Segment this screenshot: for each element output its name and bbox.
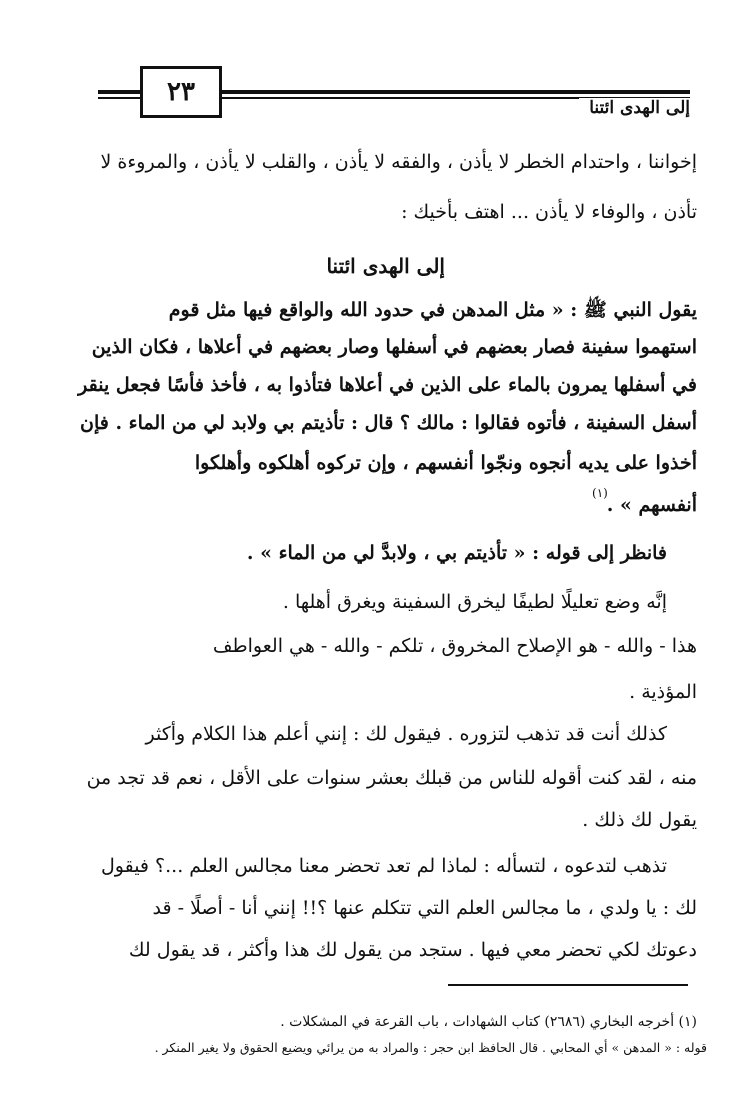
paragraph-invite-line-2: لك : يا ولدي ، ما مجالس العلم التي تتكلم عنها ؟!! إنني أنا - أصلًا - قد bbox=[152, 897, 697, 919]
footnote-marker: (١) bbox=[592, 486, 608, 500]
intro-line-2: تأذن ، والوفاء لا يأذن ... اهتف بأخيك : bbox=[401, 201, 697, 223]
hadith-line-2: استهموا سفينة فصار بعضهم في أسفلها وصار بعضهم في أعلاها ، فكان الذين bbox=[91, 336, 697, 358]
page-header bbox=[98, 66, 690, 118]
paragraph-this-line-2: المؤذية . bbox=[629, 681, 697, 703]
paragraph-visit-line-1: كذلك أنت قد تذهب لتزوره . فيقول لك : إنني أعلم هذا الكلام وأكثر bbox=[145, 723, 667, 745]
paragraph-invite-line-3: دعوتك لكي تحضر معي فيها . ستجد من يقول لك هذا وأكثر ، قد يقول لك bbox=[128, 939, 697, 961]
section-heading: إلى الهدى ائتنا bbox=[326, 254, 445, 278]
paragraph-look: فانظر إلى قوله : « تأذيتم بي ، ولابدَّ لي من الماء » . bbox=[246, 542, 667, 564]
paragraph-this-line-1: هذا - والله - هو الإصلاح المخروق ، تلكم - والله - هي العواطف bbox=[212, 635, 697, 657]
paragraph-visit-line-3: يقول لك ذلك . bbox=[582, 809, 697, 831]
paragraph-invite-line-1: تذهب لتدعوه ، لتسأله : لماذا لم تعد تحضر معنا مجالس العلم ...؟ فيقول bbox=[100, 855, 667, 877]
paragraph-excuse: إنَّه وضع تعليلًا لطيفًا ليخرق السفينة ويغرق أهلها . bbox=[282, 591, 667, 613]
hadith-line-5: أخذوا على يديه أنجوه ونجّوا أنفسهم ، وإن تركوه أهلكوه وأهلكوا bbox=[194, 452, 697, 474]
intro-line-1: إخواننا ، واحتدام الخطر لا يأذن ، والفقه لا يأذن ، والقلب لا يأذن ، والمروءة لا bbox=[100, 151, 697, 173]
footnote-2: قوله : « المدهن » أي المحابي . قال الحافظ ابن حجر : والمراد به من يرائي ويضيع الحقوق ولا يغير المنكر . bbox=[154, 1040, 707, 1055]
hadith-line-6: أنفسهم » . bbox=[606, 494, 697, 516]
page-number: ٢٣ bbox=[140, 66, 222, 118]
running-title: إلى الهدى ائتنا bbox=[579, 98, 690, 118]
paragraph-visit-line-2: منه ، لقد كنت أقوله للناس من قبلك بعشر سنوات على الأقل ، نعم قد تجد من bbox=[86, 767, 697, 789]
footnote-separator bbox=[448, 984, 688, 986]
hadith-line-1: يقول النبي ﷺ : « مثل المدهن في حدود الله والواقع فيها مثل قوم bbox=[168, 299, 697, 321]
hadith-line-4: أسفل السفينة ، فأتوه فقالوا : مالك ؟ قال : تأذيتم بي ولابد لي من الماء . فإن bbox=[80, 412, 697, 434]
hadith-line-3: في أسفلها يمرون بالماء على الذين في أعلاها فتأذوا به ، فأخذ فأسًا فجعل ينقر bbox=[78, 374, 697, 396]
footnote-1: (١) أخرجه البخاري (٢٦٨٦) كتاب الشهادات ، باب القرعة في المشكلات . bbox=[280, 1014, 697, 1030]
